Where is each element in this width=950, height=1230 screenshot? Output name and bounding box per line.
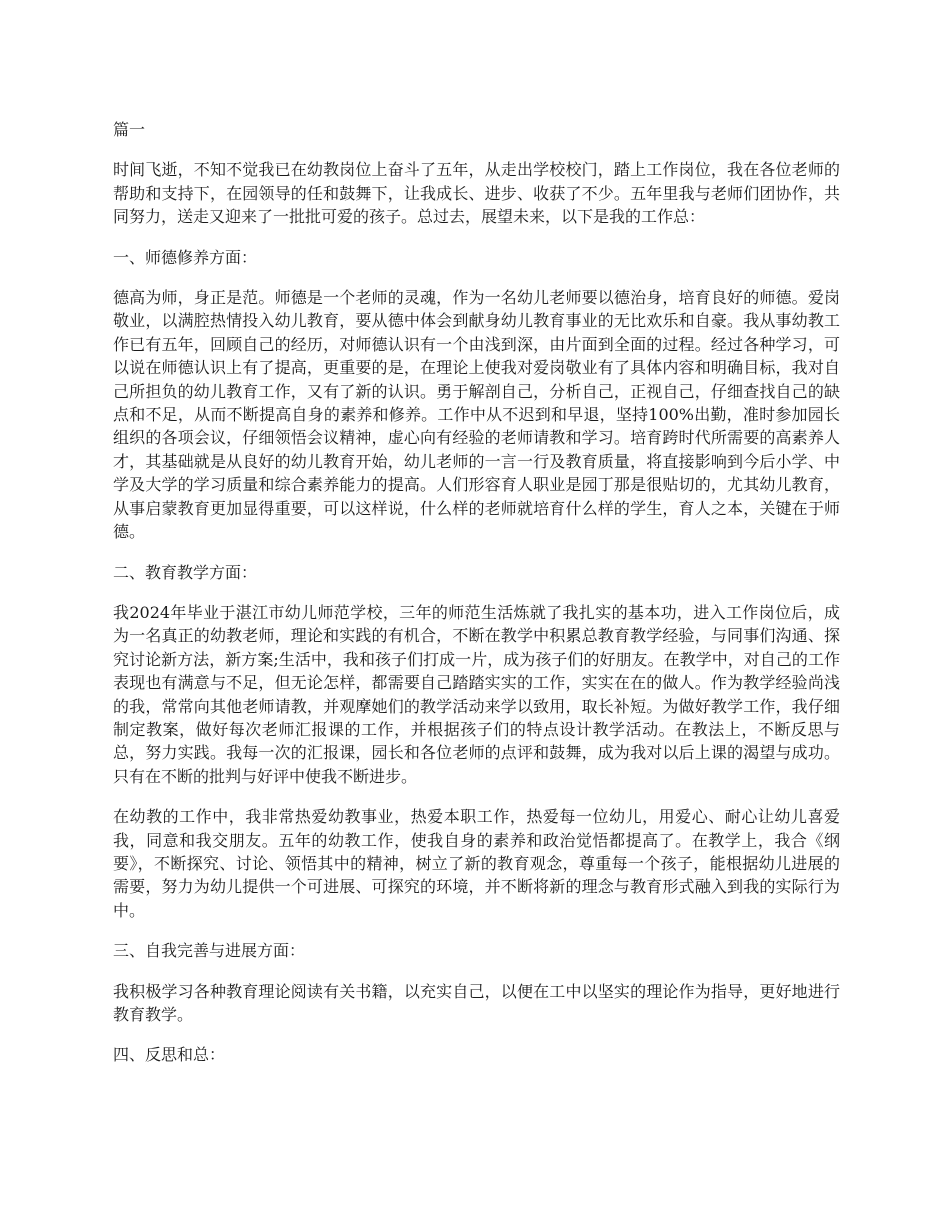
paragraph-teaching-2: 在幼教的工作中，我非常热爱幼教事业，热爱本职工作，热爱每一位幼儿，用爱心、耐心让幼儿喜爱我，同意和我交朋友。五年的幼教工作，使我自身的素养和政治觉悟都提高了。在教学上，我合《纲要》，不断探究、讨论、领悟其中的精神，树立了新的教育观念，尊重每一个孩子，能根据幼儿进展的需要，努力为幼儿提供一个可进展、可探究的环境，并不断将新的理念与教育形式融入到我的实际行为中。 — [113, 807, 840, 920]
section-heading-ethics: 一、师德修养方面： — [113, 247, 258, 267]
section-heading-reflection: 四、反思和总： — [113, 1045, 226, 1065]
section-heading-teaching: 二、教育教学方面： — [113, 562, 258, 582]
document-page — [113, 118, 840, 1084]
paragraph-self-improvement: 我积极学习各种教育理论阅读有关书籍，以充实自己，以便在工中以坚实的理论作为指导，更好地进行教育教学。 — [113, 981, 840, 1024]
document-title: 篇一 — [113, 120, 146, 139]
paragraph-teaching: 我2024年毕业于湛江市幼儿师范学校，三年的师范生活炼就了我扎实的基本功，进入工作岗位后，成为一名真正的幼教老师，理论和实践的有机合，不断在教学中积累总教育教学经验，与同事们沟通、探究讨论新方法，新方案;生活中，我和孩子们打成一片，成为孩子们的好朋友。在教学中，对自己的工作表现也有满意与不足，但无论怎样，都需要自己踏踏实实的工作，实实在在的做人。作为教学经验尚浅的我，常常向其他老师请教，并观摩她们的教学活动来学以致用，取长补短。为做好教学工作，我仔细制定教案，做好每次老师汇报课的工作，并根据孩子们的特点设计教学活动。在教法上，不断反思与总，努力实践。我每一次的汇报课，园长和各位老师的点评和鼓舞，成为我对以后上课的渴望与成功。只有在不断的批判与好评中使我不断进步。 — [113, 602, 840, 786]
paragraph-ethics: 德高为师，身正是范。师德是一个老师的灵魂，作为一名幼儿老师要以德治身，培育良好的师德。爱岗敬业，以满腔热情投入幼儿教育，要从德中体会到献身幼儿教育事业的无比欢乐和自豪。我从事幼教工作已有五年，回顾自己的经历，对师德认识有一个由浅到深，由片面到全面的过程。经过各种学习，可以说在师德认识上有了提高，更重要的是，在理论上使我对爱岗敬业有了具体内容和明确目标，我对自己所担负的幼儿教育工作，又有了新的认识。勇于解剖自己，分析自己，正视自己，仔细查找自己的缺点和不足，从而不断提高自身的素养和修养。工作中从不迟到和早退，坚持100%出勤，准时参加园长组织的各项会议，仔细领悟会议精神，虚心向有经验的老师请教和学习。培育跨时代所需要的高素养人才，其基础就是从良好的幼儿教育开始，幼儿老师的一言一行及教育质量，将直接影响到今后小学、中学及大学的学习质量和综合素养能力的提高。人们形容育人职业是园丁那是很贴切的，尤其幼儿教育，从事启蒙教育更加显得重要，可以这样说，什么样的老师就培育什么样的学生，育人之本，关键在于师德。 — [113, 288, 840, 542]
section-heading-self-improvement: 三、自我完善与进展方面： — [113, 941, 306, 961]
paragraph-intro: 时间飞逝，不知不觉我已在幼教岗位上奋斗了五年，从走出学校校门，踏上工作岗位，我在各位老师的帮助和支持下，在园领导的任和鼓舞下，让我成长、进步、收获了不少。五年里我与老师们团协作，共同努力，送走又迎来了一批批可爱的孩子。总过去，展望未来，以下是我的工作总： — [113, 160, 840, 227]
